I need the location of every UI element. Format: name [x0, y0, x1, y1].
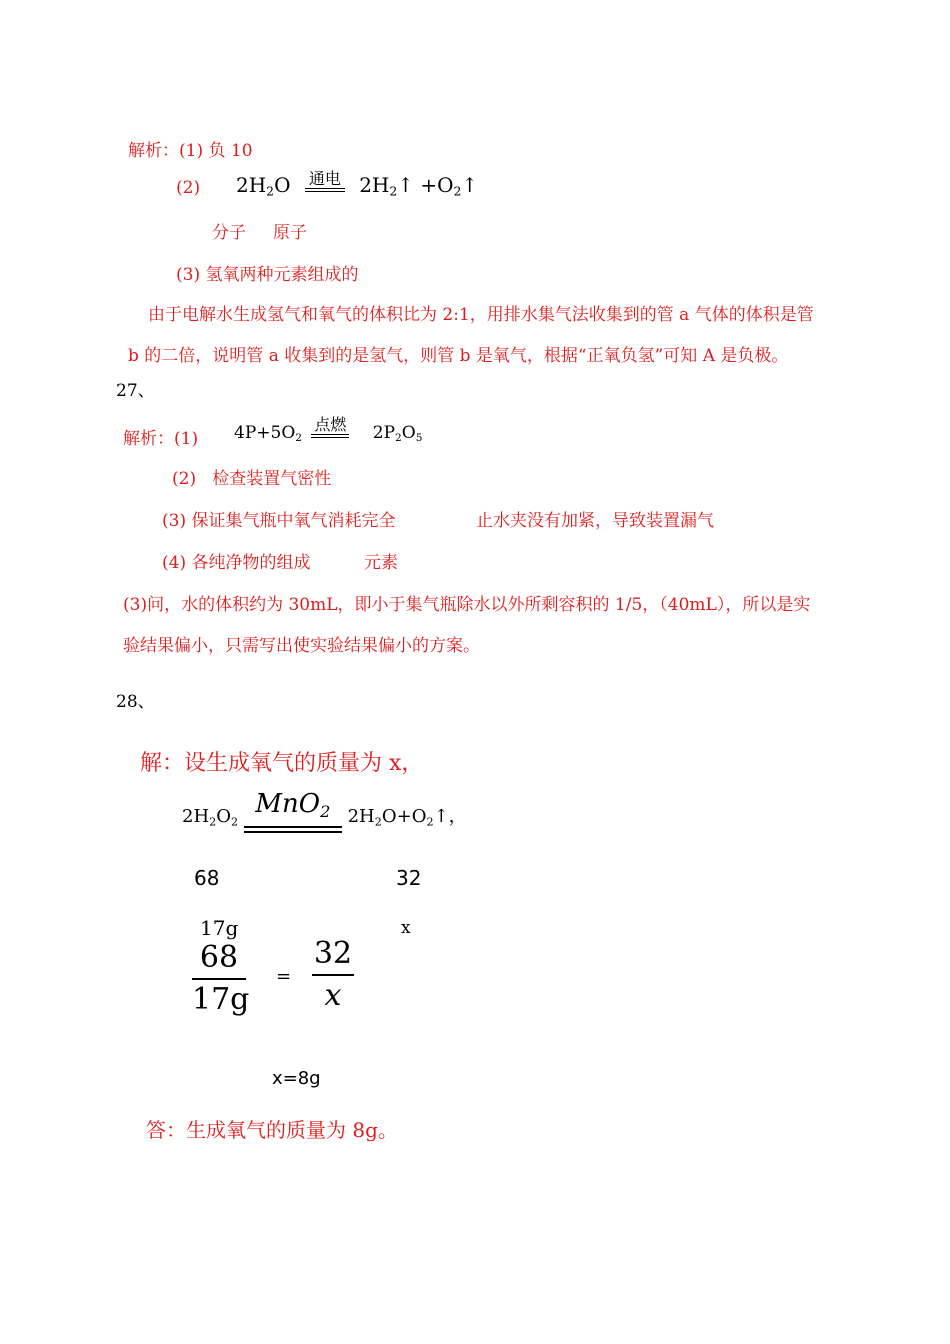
- q27-part2: (2) 检查装置气密性: [172, 469, 332, 489]
- q26-answer-line1: 解析：(1) 负 10: [128, 141, 253, 161]
- q28-setup: 解：设生成氧气的质量为 x，: [140, 751, 424, 776]
- q27-equation: $4P+5O_2$ 点燃 $2P_2O_5$: [234, 415, 423, 445]
- q26-explanation-line2: b 的二倍，说明管 a 收集到的是氢气，则管 b 是氧气，根据“正氧负氢”可知 A 是负极。: [128, 346, 789, 366]
- q27-answer-line1: 解析：(1): [123, 429, 199, 449]
- q28-fraction-right: 32 x: [313, 936, 353, 1013]
- q27-part4a: (4) 各纯净物的组成: [162, 553, 311, 573]
- q27-reaction-condition: 点燃: [311, 416, 349, 438]
- q26-equation: $2H_2O$ 通电 $2H_2↑$ $+O_2↑$: [236, 169, 479, 199]
- q28-fraction-left: 68 17g: [192, 940, 250, 1017]
- q28-molar-mass-1: 68: [194, 866, 220, 890]
- q28-unknown-mass: x: [401, 918, 411, 938]
- q26-part2-label: (2): [176, 178, 201, 198]
- q26-part3: (3) 氢氧两种元素组成的: [176, 265, 359, 285]
- q28-equation: $2H_2O_2$ MnO$_2$ $2H_2O+O_2↑$，: [182, 790, 467, 833]
- q27-part4b: 元素: [364, 553, 398, 573]
- q27-note-line1: (3)问，水的体积约为 30mL，即小于集气瓶除水以外所剩容积的 1/5，（40mL），所以是实: [123, 595, 811, 615]
- q27-part3b: 止水夹没有加紧，导致装置漏气: [476, 511, 714, 531]
- q28-given-mass: 17g: [200, 916, 239, 940]
- q28-number: 28、: [116, 692, 155, 712]
- q26-part2-words: 分子 原子: [212, 223, 308, 243]
- q27-note-line2: 验结果偏小，只需写出使实验结果偏小的方案。: [123, 636, 480, 656]
- q28-result: x=8g: [272, 1068, 321, 1089]
- q27-part3a: (3) 保证集气瓶中氧气消耗完全: [162, 511, 396, 531]
- q27-number: 27、: [116, 381, 155, 401]
- q28-reaction-condition: MnO$_2$: [244, 790, 342, 833]
- q28-answer: 答：生成氧气的质量为 8g。: [146, 1118, 398, 1142]
- q28-molar-mass-2: 32: [396, 866, 422, 890]
- q28-equals-sign: =: [276, 966, 292, 987]
- q26-explanation-line1: 由于电解水生成氢气和氧气的体积比为 2:1，用排水集气法收集到的管 a 气体的体积是管: [148, 305, 814, 325]
- q26-reaction-condition: 通电: [305, 170, 345, 192]
